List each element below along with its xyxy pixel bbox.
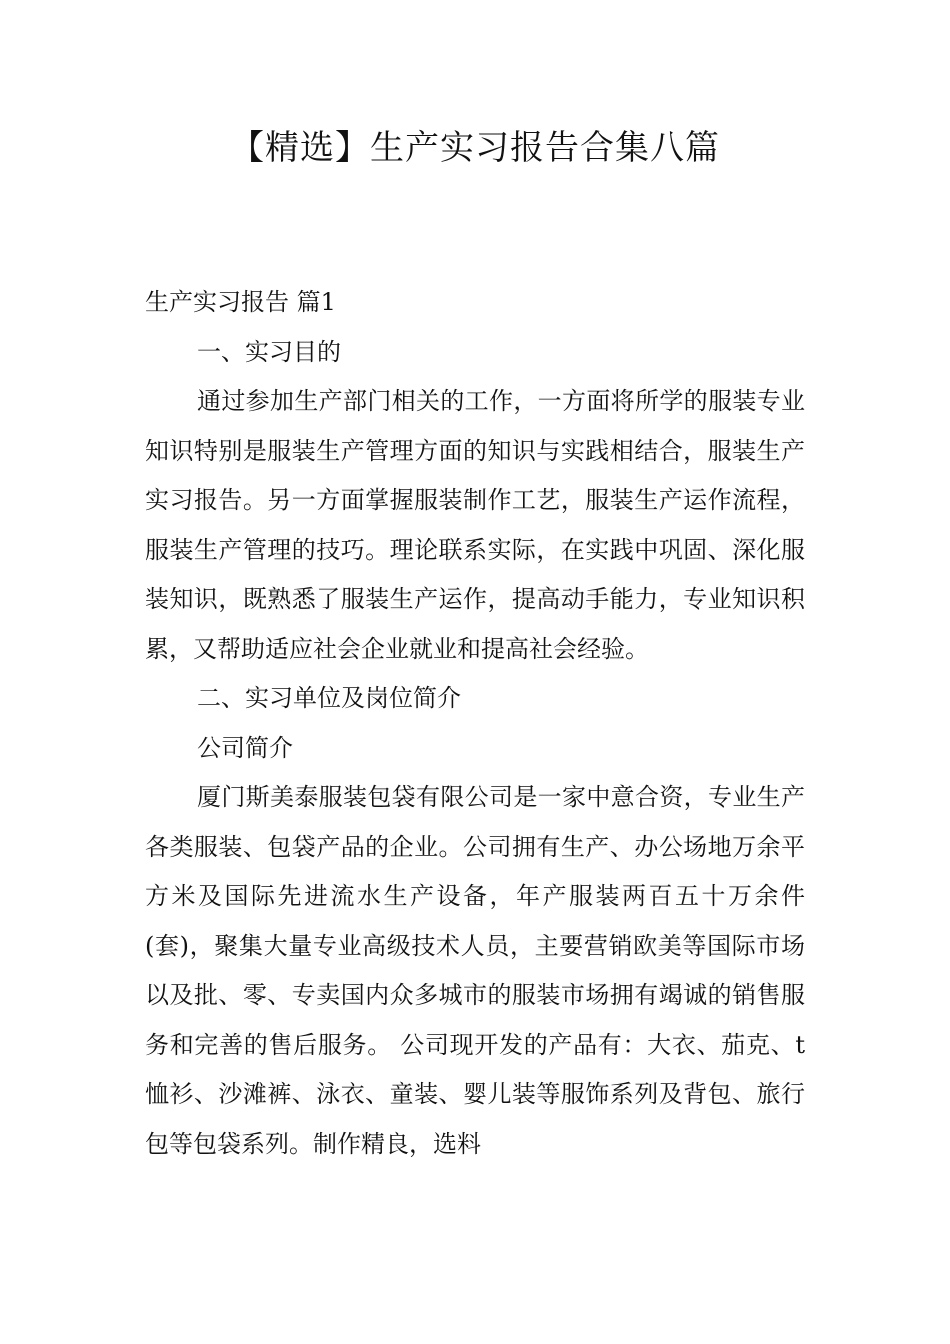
paragraph-heading-purpose: 一、实习目的 <box>197 337 341 366</box>
paragraph-purpose-body: 通过参加生产部门相关的工作，一方面将所学的服装专业知识特别是服装生产管理方面的知识与实践相结合，服装生产实习报告。另一方面掌握服装制作工艺，服装生产运作流程，服装生产管理的技巧。理论联系实际，在实践中巩固、深化服装知识，既熟悉了服装生产运作，提高动手能力，专业知识积累，又帮助适应社会企业就业和提高社会经验。 <box>145 387 805 663</box>
section-heading: 生产实习报告 篇1 <box>145 288 336 316</box>
document-title: 【精选】生产实习报告合集八篇 <box>230 128 720 168</box>
paragraph-company-body: 厦门斯美泰服装包袋有限公司是一家中意合资，专业生产各类服装、包袋产品的企业。公司拥有生产、办公场地万余平方米及国际先进流水生产设备，年产服装两百五十万余件(套)，聚集大量专业高级技术人员，主要营销欧美等国际市场以及批、零、专卖国内众多城市的服装市场拥有竭诚的销售服务和完善的售后服务。 公司现开发的产品有：大衣、茄克、t恤衫、沙滩裤、泳衣、童装、婴儿装等服饰系列及背包、旅行包等包袋系列。制作精良，选料 <box>145 783 805 1158</box>
document-body <box>145 278 805 1169</box>
paragraph-heading-company: 二、实习单位及岗位简介 <box>197 684 461 712</box>
paragraph-subheading-intro: 公司简介 <box>197 733 293 762</box>
